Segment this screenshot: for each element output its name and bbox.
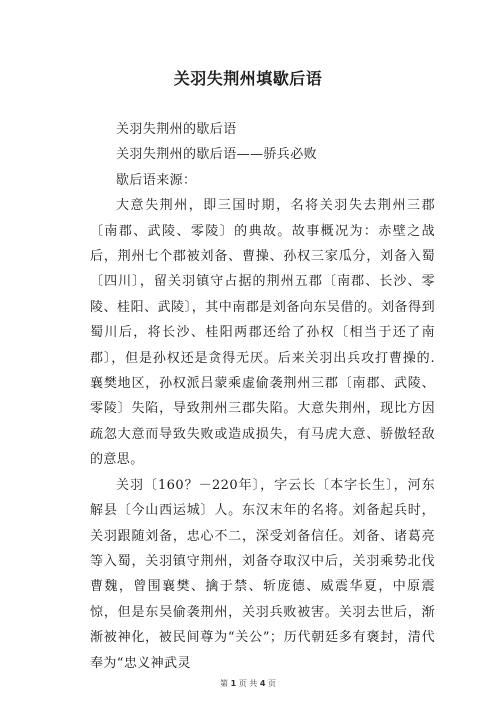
document-body bbox=[90, 117, 435, 676]
page-footer bbox=[0, 678, 496, 690]
paragraph-heading-1: 关羽失荆州的歇后语 bbox=[116, 122, 237, 137]
paragraph-source-label: 歇后语来源： bbox=[116, 172, 197, 188]
footer-middle: 页 共 bbox=[238, 679, 258, 688]
paragraph-heading-2: 关羽失荆州的歇后语——骄兵必败 bbox=[116, 147, 318, 163]
footer-prefix: 第 bbox=[220, 679, 229, 688]
paragraph-guan-yu-bio: 关羽〔160？－220年〕，字云长〔本字长生〕，河东解县〔今山西运城〕人。东汉末年的名将。刘备起兵时，关羽跟随刘备，忠心不二，深受刘备信任。刘备、诸葛亮等入蜀，关羽镇守荆州，刘备夺取汉中后，关羽乘势北伐曹魏，曾围襄樊、擒于禁、斩庞德、威震华夏，中原震惊，但是东吴偷袭荆州，关羽兵败被害。关羽去世后，渐渐被神化，被民间尊为“关公”；历代朝廷多有褒封，清代奉为“忠义神武灵 bbox=[90, 477, 435, 671]
paragraph-story: 大意失荆州，即三国时期，名将关羽失去荆州三郡〔南郡、武陵、零陵〕的典故。故事概况为：赤壁之战后，荆州七个郡被刘备、曹操、孙权三家瓜分，刘备入蜀〔四川〕，留关羽镇守占据的荆州五郡〔南郡、长沙、零陵、桂阳、武陵〕，其中南郡是刘备向东吴借的。刘备得到蜀川后，将长沙、桂阳两郡还给了孙权〔相当于还了南郡〕，但是孙权还是贪得无厌。后来关羽出兵攻打曹操的.襄樊地区，孙权派吕蒙乘虚偷袭荆州三郡〔南郡、武陵、零陵〕失陷，导致荆州三郡失陷。大意失荆州，现比方因疏忽大意而导致失败或造成损失，有马虎大意、骄傲轻敌的意思。 bbox=[90, 198, 435, 468]
document-title: 关羽失荆州填歇后语 bbox=[173, 69, 323, 88]
footer-total-pages: 4 bbox=[259, 679, 266, 688]
footer-suffix: 页 bbox=[267, 679, 276, 688]
footer-page-number: 1 bbox=[230, 679, 237, 688]
